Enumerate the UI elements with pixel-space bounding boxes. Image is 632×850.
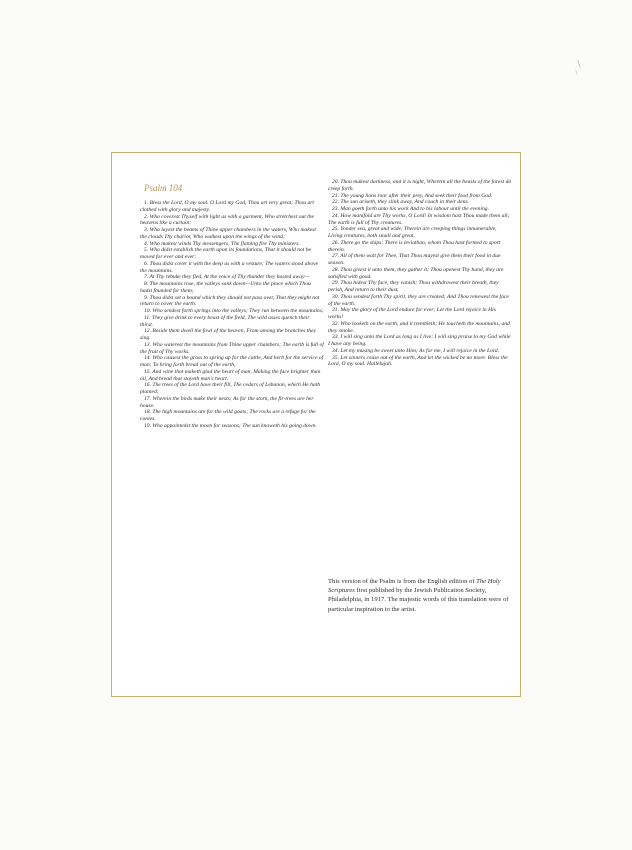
verse: 25. Yonder sea, great and wide, Therein are creeping things innumerable, Living creatures, both small and great. xyxy=(328,226,497,239)
verse: 26. There go the ships; There is leviathan, whom Thou hast formed to sport therein. xyxy=(328,239,501,253)
verse: 31. May the glory of the Lord endure for ever; Let the Lord rejoice in His works! xyxy=(328,307,496,320)
source-note-text: This version of the Psalm is from the English edition of xyxy=(328,578,477,585)
verse: 27. All of them wait for Thee, That Thou mayest give them their food in due season. xyxy=(328,253,501,266)
verse: 30. Thou sendest forth Thy spirit, they are created; And Thou renewest the face of the earth. xyxy=(328,293,509,307)
verse: 12. Beside them dwell the fowl of the heaven, From among the branches they sing. xyxy=(140,328,317,341)
verse: 17. Wherein the birds make their nests; As for the stork, the fir-trees are her house. xyxy=(140,395,314,409)
verse: 28. Thou givest it unto them, they gather it; Thou openest Thy hand, they are satisfied with good. xyxy=(328,266,504,280)
verse: 13. Who waterest the mountains from Thine upper chambers; The earth is full of the fruit of Thy works. xyxy=(140,341,324,355)
source-note-text-end: first published by the Jewish Publication Society, Philadelphia, in 1917. The majestic words of this translation were of particular inspiration to the artist. xyxy=(328,587,509,613)
verse: 3. Who layest the beams of Thine upper chambers in the waters, Who makest the clouds Thy chariot, Who walkest upon the wings of the wind; xyxy=(140,227,316,240)
verse: 11. They give drink to every beast of the field, The wild asses quench their thirst. xyxy=(140,314,310,328)
verse: 29. Thou hidest Thy face, they vanish; Thou withdrawest their breath, they perish, And return to their dust. xyxy=(328,280,499,293)
verse: 15. And wine that maketh glad the heart of man, Making the face brighter than oil, And bread that stayeth man's heart. xyxy=(140,368,321,382)
verse: 21. The young lions roar after their prey, And seek their food from God. xyxy=(332,192,493,199)
verse: 5. Who didst establish the earth upon its foundations, That it should not be moved for ever and ever; xyxy=(140,247,312,260)
source-note xyxy=(328,577,516,614)
verse: 6. Thou didst cover it with the deep as with a vesture; The waters stood above the mountains. xyxy=(140,260,319,274)
verse: 14. Who causest the grass to spring up for the cattle, And herb for the service of man; To bring forth bread out of the earth, xyxy=(140,355,324,368)
verse: 23. Man goeth forth unto his work And to his labour until the evening. xyxy=(332,206,489,212)
verse: 18. The high mountains are for the wild goats; The rocks are a refuge for the conies. xyxy=(140,409,316,422)
verse: 33. I will sing unto the Lord as long as I live; I will sing praise to my God while I have any being. xyxy=(328,334,511,347)
verse: 32. Who looketh on the earth, and it trembleth; He toucheth the mountains, and they smoke. xyxy=(328,320,510,334)
verse: 34. Let my musing be sweet unto Him; As for me, I will rejoice in the Lord. xyxy=(332,347,500,354)
verse-column-left xyxy=(140,200,324,430)
verse: 2. Who coverest Thyself with light as with a garment, Who stretchest out the heavens like a curtain; xyxy=(140,213,315,227)
verse: 9. Thou didst set a bound which they should not pass over, That they might not return to cover the earth. xyxy=(140,294,320,308)
verse: 24. How manifold are Thy works, O Lord! In wisdom hast Thou made them all; The earth is full of Thy creatures. xyxy=(328,212,510,226)
verse: 22. The sun ariseth, they slink away, And couch in their dens. xyxy=(332,199,470,206)
verse: 4. Who makest winds Thy messengers, The flaming fire Thy ministers. xyxy=(144,240,300,247)
verse: 20. Thou makest darkness, and it is night, Wherein all the beasts of the forest do creep forth. xyxy=(328,179,512,192)
source-note-book-title: The Holy Scriptures xyxy=(328,578,501,595)
verse: 16. The trees of the Lord have their fill, The cedars of Lebanon, which He hath planted; xyxy=(140,382,321,395)
verse: 35. Let sinners cease out of the earth, And let the wicked be no more. Bless the Lord, O my soul. Hallelujah. xyxy=(328,354,508,368)
verse: 8. The mountains rose, the valleys sank down—Unto the place which Thou hadst founded for them; xyxy=(140,281,311,294)
verse: 7. At Thy rebuke they fled, At the voice of Thy thunder they hasted away— xyxy=(144,274,310,281)
scan-mark: / xyxy=(574,59,584,71)
psalm-title: Psalm 104 xyxy=(144,183,183,193)
psalm-page-frame xyxy=(111,152,521,697)
verse-column-right xyxy=(328,179,512,368)
scan-mark: / xyxy=(573,69,580,77)
verse: 10. Who sendest forth springs into the valleys; They run between the mountains; xyxy=(144,308,324,314)
verse: 19. Who appointedst the moon for seasons; The sun knoweth his going down. xyxy=(144,422,317,429)
verse: 1. Bless the Lord, O my soul. O Lord my God, Thou art very great; Thou art clothed with glory and majesty. xyxy=(140,200,314,213)
